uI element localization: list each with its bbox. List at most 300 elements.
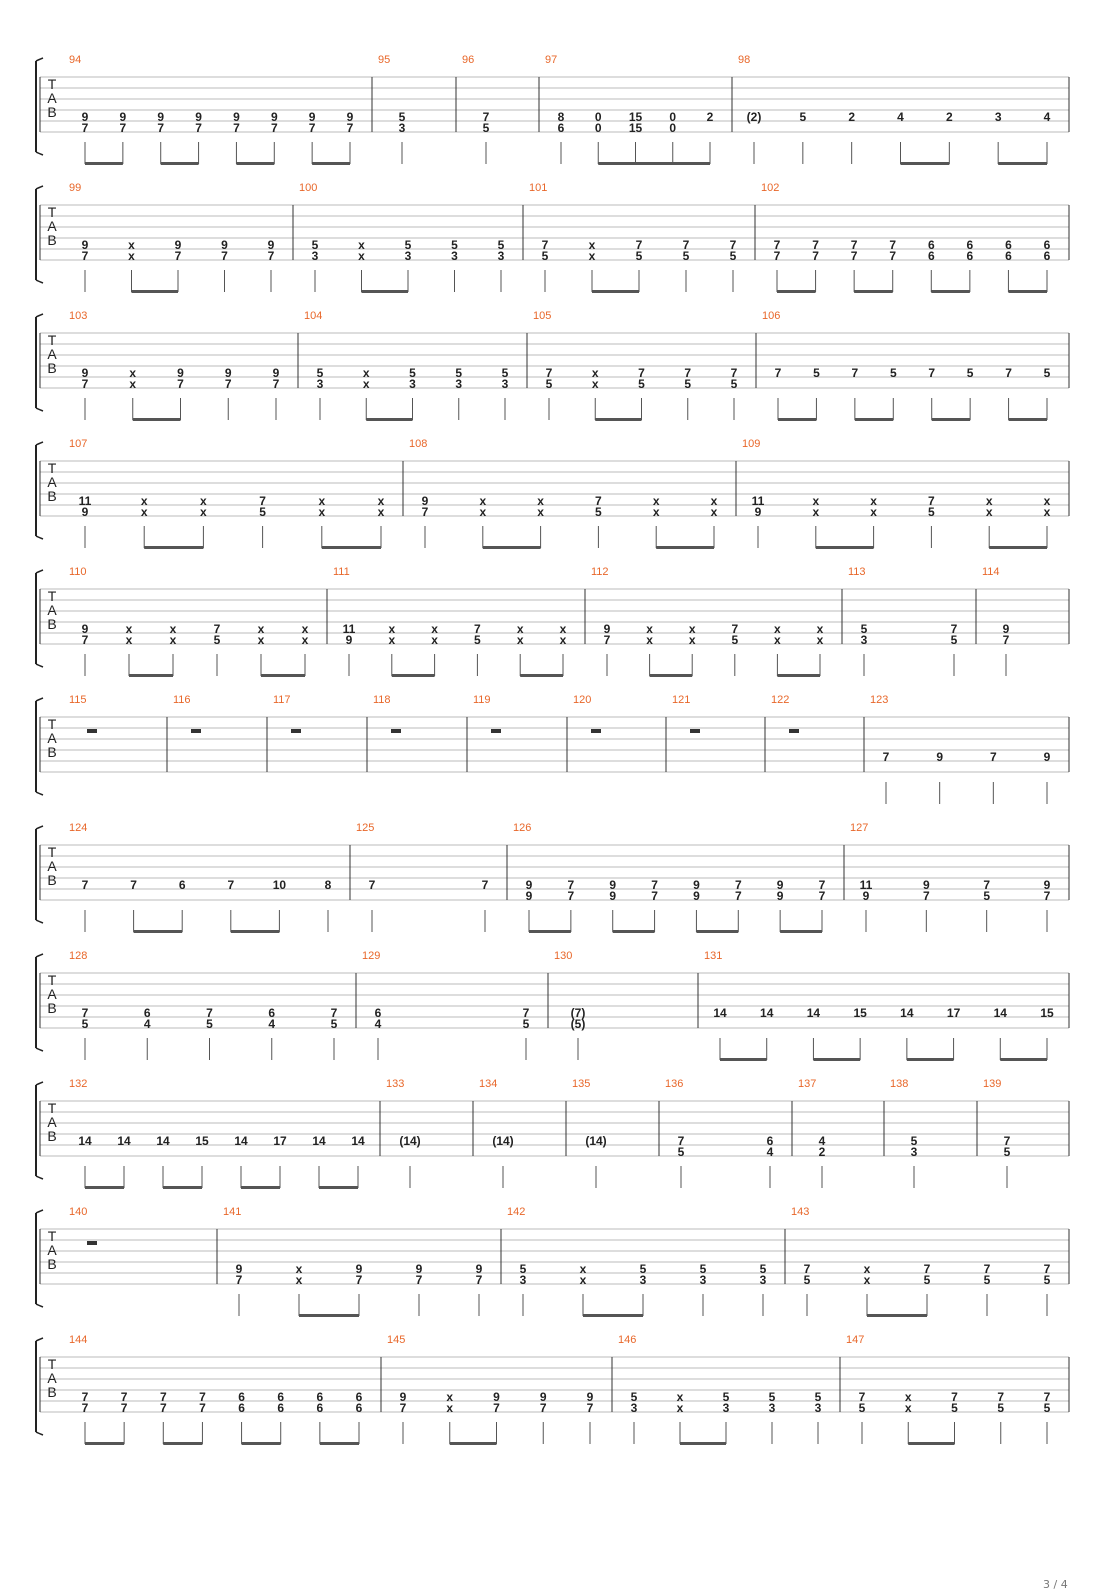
dead-note: x — [676, 1401, 684, 1415]
fret-number: 6 — [374, 1006, 382, 1020]
fret-number: 0 — [594, 121, 602, 135]
fret-number: 5 — [860, 622, 868, 636]
fret-number: 9 — [693, 889, 700, 903]
dead-note: x — [358, 238, 365, 252]
fret-number: 5 — [682, 249, 690, 263]
note-beam — [908, 1442, 954, 1445]
dead-note: x — [774, 622, 781, 636]
fret-number: 7 — [475, 1273, 483, 1287]
fret-number: 3 — [630, 1401, 638, 1415]
dead-note: x — [579, 1273, 587, 1287]
fret-number: 3 — [455, 377, 463, 391]
dead-note: x — [388, 622, 396, 636]
fret-number: 7 — [950, 622, 958, 636]
dead-note: x — [362, 377, 370, 391]
note-beam — [520, 674, 563, 677]
measure-number: 114 — [982, 566, 1000, 578]
fret-number: 0 — [669, 121, 677, 135]
fret-number: 7 — [928, 494, 935, 508]
note-beam — [1008, 290, 1047, 293]
fret-number: 7 — [224, 377, 232, 391]
fret-number: 9 — [776, 878, 784, 892]
system-bracket-bottom — [36, 408, 43, 411]
fret-number: 3 — [639, 1273, 647, 1287]
fret-number: 5 — [928, 505, 935, 519]
fret-number: 6 — [238, 1401, 245, 1415]
fret-number: 7 — [923, 1262, 931, 1276]
fret-number: 7 — [355, 1273, 363, 1287]
fret-number: 9 — [345, 633, 353, 647]
dead-note: x — [446, 1401, 454, 1415]
fret-number: 5 — [768, 1390, 776, 1404]
fret-number: 9 — [609, 878, 617, 892]
fret-number: 9 — [525, 878, 533, 892]
measure-number: 98 — [738, 54, 751, 66]
fret-number: 14 — [156, 1134, 170, 1148]
dead-note: x — [431, 622, 438, 636]
note-beam — [931, 290, 970, 293]
fret-number: 9 — [922, 878, 930, 892]
note-beam — [392, 674, 435, 677]
fret-number: 2 — [706, 110, 714, 124]
note-beam — [450, 1442, 497, 1445]
dead-note: x — [128, 249, 135, 263]
fret-number: 14 — [900, 1006, 914, 1020]
fret-number: 9 — [525, 889, 533, 903]
fret-number: (14) — [492, 1134, 514, 1148]
fret-number: 8 — [557, 110, 565, 124]
dead-note: x — [870, 494, 877, 508]
fret-number: (5) — [570, 1017, 586, 1031]
note-beam — [132, 290, 179, 293]
measure-number: 95 — [378, 54, 391, 66]
fret-number: 7 — [730, 366, 738, 380]
fret-number: 6 — [316, 1390, 324, 1404]
note-beam — [855, 418, 893, 421]
measure-number: 123 — [870, 694, 889, 706]
fret-number: 7 — [951, 1390, 958, 1404]
dead-note: x — [1043, 505, 1051, 519]
dead-note: x — [676, 1390, 684, 1404]
tab-clef-letter: B — [47, 616, 57, 632]
tab-clef-letter: T — [47, 1228, 57, 1244]
note-beam — [680, 1442, 726, 1445]
dead-note: x — [812, 505, 820, 519]
fret-number: 15 — [853, 1006, 867, 1020]
measure-number: 132 — [69, 1078, 88, 1090]
fret-number: 3 — [316, 377, 324, 391]
fret-number: 6 — [766, 1134, 774, 1148]
dead-note: x — [904, 1390, 912, 1404]
fret-number: 15 — [628, 121, 643, 135]
dead-note: x — [128, 238, 135, 252]
fret-number: 5 — [259, 505, 266, 519]
dead-note: x — [516, 633, 524, 647]
system-bracket-bottom — [36, 1176, 43, 1179]
tab-clef-letter: B — [47, 488, 57, 504]
dead-note: x — [200, 505, 207, 519]
fret-number: 7 — [651, 878, 658, 892]
measure-number: 143 — [791, 1206, 810, 1218]
dead-note: x — [358, 249, 365, 263]
dead-note: x — [140, 494, 148, 508]
dead-note: x — [591, 366, 599, 380]
fret-number: 5 — [311, 238, 319, 252]
system-bracket-bottom — [36, 792, 43, 795]
measure-number: 108 — [409, 438, 428, 450]
fret-number: 5 — [1043, 1401, 1051, 1415]
system-bracket-top — [36, 954, 43, 957]
fret-number: 7 — [635, 238, 643, 252]
fret-number: 7 — [541, 238, 549, 252]
dead-note: x — [200, 494, 207, 508]
fret-number: 3 — [311, 249, 319, 263]
note-beam — [867, 1314, 927, 1317]
note-beam — [656, 546, 714, 549]
fret-number: 9 — [267, 238, 275, 252]
fret-number: 9 — [235, 1262, 243, 1276]
fret-number: 7 — [159, 1390, 167, 1404]
fret-number: 3 — [699, 1273, 707, 1287]
fret-number: 4 — [818, 1134, 826, 1148]
fret-number: 7 — [81, 878, 89, 892]
fret-number: 5 — [950, 633, 958, 647]
fret-number: 5 — [966, 366, 974, 380]
fret-number: 9 — [221, 238, 228, 252]
fret-number: 7 — [1005, 366, 1012, 380]
fret-number: 7 — [81, 1390, 89, 1404]
measure-number: 124 — [69, 822, 88, 834]
fret-number: 7 — [1043, 1390, 1051, 1404]
measure-number: 136 — [665, 1078, 684, 1090]
measure-number: 139 — [983, 1078, 1002, 1090]
fret-number: 17 — [946, 1006, 961, 1020]
fret-number: 7 — [1043, 1262, 1051, 1276]
tab-clef-letter: A — [47, 474, 57, 490]
fret-number: 7 — [734, 878, 742, 892]
measure-number: 122 — [771, 694, 790, 706]
fret-number: 5 — [814, 1390, 822, 1404]
system-bracket-bottom — [36, 152, 43, 155]
fret-number: 7 — [213, 622, 221, 636]
fret-number: 5 — [813, 366, 820, 380]
measure-number: 112 — [591, 566, 609, 578]
fret-number: 5 — [699, 1262, 707, 1276]
fret-number: 9 — [399, 1390, 407, 1404]
tab-clef-letter: A — [47, 346, 57, 362]
note-beam — [163, 1186, 202, 1189]
system-bracket-bottom — [36, 1048, 43, 1051]
fret-number: 9 — [586, 1390, 594, 1404]
note-beam — [696, 930, 738, 933]
fret-number: 14 — [993, 1006, 1007, 1020]
fret-number: 7 — [233, 121, 240, 135]
fret-number: 7 — [206, 1006, 213, 1020]
fret-number: 4 — [143, 1017, 151, 1031]
note-beam — [319, 1186, 358, 1189]
dead-note: x — [362, 366, 370, 380]
fret-number: 5 — [997, 1401, 1005, 1415]
fret-number: 7 — [682, 238, 690, 252]
measure-number: 129 — [362, 950, 381, 962]
fret-number: 7 — [130, 878, 137, 892]
fret-number: 9 — [81, 622, 89, 636]
fret-number: 5 — [206, 1017, 213, 1031]
fret-number: 11 — [859, 878, 873, 892]
measure-number: 134 — [479, 1078, 498, 1090]
fret-number: 7 — [851, 366, 859, 380]
note-beam — [242, 1442, 281, 1445]
fret-number: 9 — [157, 110, 165, 124]
dead-note: x — [129, 377, 137, 391]
measure-number: 135 — [572, 1078, 591, 1090]
fret-number: 5 — [722, 1390, 730, 1404]
fret-number: 5 — [635, 249, 643, 263]
tab-clef-letter: B — [47, 104, 57, 120]
measure-number: 128 — [69, 950, 88, 962]
fret-number: 7 — [120, 1390, 128, 1404]
tab-clef-letter: T — [47, 1356, 57, 1372]
tab-clef-letter: B — [47, 360, 57, 376]
measure-number: 147 — [846, 1334, 865, 1346]
fret-number: 7 — [731, 622, 739, 636]
fret-number: 9 — [81, 505, 89, 519]
measure-number: 102 — [761, 182, 780, 194]
measure-number: 96 — [462, 54, 475, 66]
fret-number: 15 — [195, 1134, 209, 1148]
measure-number: 97 — [545, 54, 558, 66]
fret-number: 9 — [776, 889, 784, 903]
fret-number: 6 — [1005, 249, 1012, 263]
fret-number: 6 — [927, 238, 935, 252]
note-beam — [816, 546, 874, 549]
system-bracket-top — [36, 1338, 43, 1341]
measure-number: 125 — [356, 822, 375, 834]
fret-number: (2) — [746, 110, 762, 124]
dead-note: x — [559, 622, 567, 636]
note-beam — [1000, 1058, 1047, 1061]
fret-number: 5 — [1003, 1145, 1011, 1159]
measure-number: 115 — [69, 694, 87, 706]
fret-number: 6 — [238, 1390, 245, 1404]
fret-number: 7 — [481, 878, 489, 892]
fret-number: 9 — [421, 494, 429, 508]
fret-number: 6 — [277, 1401, 285, 1415]
measure-number: 104 — [304, 310, 323, 322]
dead-note: x — [479, 505, 487, 519]
measure-number: 113 — [848, 566, 866, 578]
note-beam — [144, 546, 203, 549]
note-beam — [322, 546, 381, 549]
dead-note: x — [377, 494, 385, 508]
dead-note: x — [812, 494, 820, 508]
fret-number: 6 — [557, 121, 565, 135]
fret-number: 7 — [120, 1401, 128, 1415]
fret-number: 7 — [1003, 1134, 1011, 1148]
fret-number: 6 — [277, 1390, 285, 1404]
fret-number: 7 — [595, 494, 602, 508]
fret-number: 4 — [374, 1017, 382, 1031]
system-bracket-bottom — [36, 280, 43, 283]
fret-number: 7 — [482, 110, 490, 124]
dead-note: x — [646, 622, 653, 636]
note-beam — [261, 674, 305, 677]
fret-number: 3 — [497, 249, 505, 263]
tab-clef-letter: B — [47, 744, 57, 760]
measure-number: 138 — [890, 1078, 909, 1090]
dead-note: x — [446, 1390, 454, 1404]
note-beam — [998, 162, 1047, 165]
system-bracket-top — [36, 1210, 43, 1213]
fret-number: 7 — [227, 878, 235, 892]
measure-number: 117 — [273, 694, 291, 706]
fret-number: (7) — [570, 1006, 586, 1020]
fret-number: 3 — [398, 121, 406, 135]
fret-number: 5 — [404, 238, 412, 252]
fret-number: 5 — [545, 377, 553, 391]
fret-number: 5 — [455, 366, 463, 380]
note-beam — [529, 930, 571, 933]
fret-number: 7 — [415, 1273, 423, 1287]
fret-number: 11 — [78, 494, 92, 508]
measure-number: 109 — [742, 438, 761, 450]
fret-number: 9 — [936, 750, 944, 764]
dead-note: x — [295, 1262, 303, 1276]
measure-number: 137 — [798, 1078, 817, 1090]
dead-note: x — [588, 238, 596, 252]
system-bracket-top — [36, 442, 43, 445]
fret-number: 7 — [922, 889, 930, 903]
note-beam — [595, 418, 641, 421]
note-beam — [241, 1186, 280, 1189]
fret-number: 5 — [398, 110, 406, 124]
note-beam — [583, 1314, 643, 1317]
dead-note: x — [688, 622, 696, 636]
dead-note: x — [479, 494, 487, 508]
fret-number: 6 — [316, 1401, 324, 1415]
fret-number: 3 — [910, 1145, 918, 1159]
fret-number: 9 — [177, 366, 184, 380]
note-beam — [133, 418, 181, 421]
fret-number: 3 — [759, 1273, 767, 1287]
note-beam — [777, 290, 816, 293]
note-beam — [85, 162, 123, 165]
fret-number: 5 — [951, 1401, 958, 1415]
note-beam — [366, 418, 412, 421]
measure-number: 133 — [386, 1078, 405, 1090]
whole-rest — [191, 729, 201, 733]
fret-number: 5 — [595, 505, 602, 519]
fret-number: 2 — [848, 110, 856, 124]
dead-note: x — [816, 633, 824, 647]
fret-number: 5 — [1043, 1273, 1051, 1287]
fret-number: 7 — [812, 249, 819, 263]
tab-clef-letter: T — [47, 844, 57, 860]
fret-number: 7 — [773, 238, 781, 252]
dead-note: x — [591, 377, 599, 391]
fret-number: 9 — [81, 366, 89, 380]
tab-clef-letter: B — [47, 1128, 57, 1144]
tab-clef-letter: T — [47, 1100, 57, 1116]
fret-number: 7 — [195, 121, 202, 135]
dead-note: x — [985, 505, 993, 519]
note-beam — [1009, 418, 1047, 421]
fret-number: 2 — [945, 110, 953, 124]
fret-number: 6 — [1043, 238, 1051, 252]
whole-rest — [291, 729, 301, 733]
fret-number: 7 — [522, 1006, 530, 1020]
measure-number: 119 — [473, 694, 491, 706]
tab-clef-letter: T — [47, 76, 57, 92]
dead-note: x — [816, 622, 824, 636]
fret-number: 5 — [541, 249, 549, 263]
fret-number: 7 — [199, 1390, 206, 1404]
fret-number: 7 — [81, 1006, 89, 1020]
fret-number: 6 — [1005, 238, 1012, 252]
page-number: 3 / 4 — [1043, 1578, 1068, 1591]
whole-rest — [87, 1241, 97, 1245]
dead-note: x — [257, 633, 265, 647]
fret-number: 9 — [272, 366, 280, 380]
fret-number: 7 — [638, 366, 645, 380]
fret-number: 7 — [997, 1390, 1005, 1404]
tab-clef-letter: B — [47, 872, 57, 888]
fret-number: (14) — [585, 1134, 607, 1148]
whole-rest — [789, 729, 799, 733]
note-beam — [598, 162, 710, 165]
fret-number: 14 — [312, 1134, 326, 1148]
fret-number: 7 — [928, 366, 936, 380]
fret-number: 5 — [910, 1134, 918, 1148]
fret-number: 7 — [567, 878, 575, 892]
fret-number: 7 — [734, 889, 742, 903]
measure-number: 121 — [672, 694, 691, 706]
fret-number: 7 — [157, 121, 165, 135]
fret-number: 7 — [729, 238, 737, 252]
tab-clef-letter: T — [47, 972, 57, 988]
dead-note: x — [301, 633, 309, 647]
dead-note: x — [688, 633, 696, 647]
fret-number: 5 — [759, 1262, 767, 1276]
note-beam — [907, 1058, 954, 1061]
fret-number: 7 — [889, 249, 897, 263]
fret-number: 5 — [316, 366, 324, 380]
dead-note: x — [388, 633, 396, 647]
note-beam — [85, 1186, 124, 1189]
dead-note: x — [904, 1401, 912, 1415]
note-beam — [989, 546, 1047, 549]
fret-number: 7 — [818, 878, 826, 892]
fret-number: 6 — [927, 249, 935, 263]
fret-number: 6 — [143, 1006, 151, 1020]
fret-number: 5 — [639, 1262, 647, 1276]
tab-clef-letter: A — [47, 1370, 57, 1386]
fret-number: 5 — [213, 633, 221, 647]
dead-note: x — [537, 494, 544, 508]
fret-number: (14) — [399, 1134, 421, 1148]
dead-note: x — [559, 633, 567, 647]
fret-number: 3 — [994, 110, 1002, 124]
fret-number: 2 — [818, 1145, 826, 1159]
whole-rest — [690, 729, 700, 733]
fret-number: 7 — [889, 238, 897, 252]
tab-clef-letter: B — [47, 1000, 57, 1016]
tab-clef-letter: A — [47, 90, 57, 106]
fret-number: 5 — [858, 1401, 866, 1415]
tab-clef-letter: T — [47, 716, 57, 732]
tab-clef-letter: A — [47, 858, 57, 874]
dead-note: x — [516, 622, 524, 636]
